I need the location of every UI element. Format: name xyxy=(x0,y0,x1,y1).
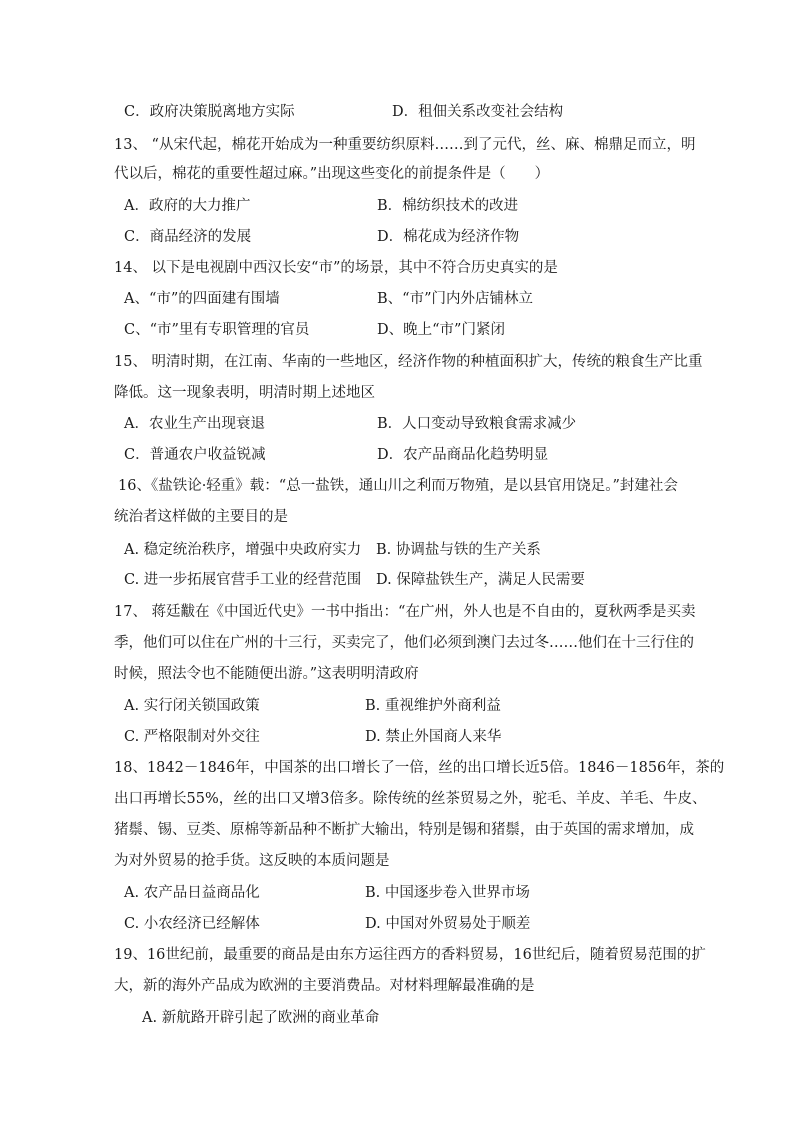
q15-stem-line-2: 降低。这一现象表明，明清时期上述地区 xyxy=(114,385,375,401)
q15-option-b: B．人口变动导致粮食需求减少 xyxy=(377,416,577,432)
q18-option-b: B. 中国逐步卷入世界市场 xyxy=(365,885,530,901)
q18-option-c: C. 小农经济已经解体 xyxy=(124,916,260,932)
q17-stem-line-2: 季，他们可以住在广州的十三行，买卖完了，他们必须到澳门去过冬……他们在十三行住的 xyxy=(114,635,694,651)
q13-stem-line-1: 13、 “从宋代起，棉花开始成为一种重要纺织原料……到了元代，丝、麻、棉鼎足而立，明 xyxy=(114,137,696,153)
q17-stem-line-1: 17、 蒋廷黻在《中国近代史》一书中指出：“在广州，外人也是不自由的，夏秋两季是买卖 xyxy=(114,604,696,620)
q12-option-c: C．政府决策脱离地方实际 xyxy=(124,104,295,120)
q18-option-a: A. 农产品日益商品化 xyxy=(124,885,260,901)
q18-stem-line-3: 猪鬃、锡、豆类、原棉等新品种不断扩大输出，特别是锡和猪鬃，由于英国的需求增加，成 xyxy=(114,822,694,838)
q17-option-b: B. 重视维护外商利益 xyxy=(365,698,501,714)
q18-stem-line-4: 为对外贸易的抢手货。这反映的本质问题是 xyxy=(114,853,390,869)
q17-option-c: C. 严格限制对外交往 xyxy=(124,729,260,745)
q13-option-a: A．政府的大力推广 xyxy=(124,198,251,214)
q14-option-d: D、晚上“市”门紧闭 xyxy=(377,322,505,338)
q16-option-b: B. 协调盐与铁的生产关系 xyxy=(376,542,541,558)
q17-stem-line-3: 时候，照法令也不能随便出游。”这表明明清政府 xyxy=(114,666,419,682)
q18-stem-line-1: 18、1842－1846年，中国茶的出口增长了一倍，丝的出口增长近5倍。1846－1856年，茶的 xyxy=(114,760,725,776)
q16-option-c: C. 进一步拓展官营手工业的经营范围 xyxy=(124,572,362,588)
q16-option-a: A. 稳定统治秩序，增强中央政府实力 xyxy=(124,542,362,558)
q16-option-d: D. 保障盐铁生产，满足人民需要 xyxy=(376,572,585,588)
q15-stem-line-1: 15、 明清时期，在江南、华南的一些地区，经济作物的种植面积扩大，传统的粮食生产比重 xyxy=(114,354,703,370)
q19-stem-line-2: 大，新的海外产品成为欧洲的主要消费品。对材料理解最准确的是 xyxy=(114,978,535,994)
q17-option-d: D. 禁止外国商人来华 xyxy=(365,729,502,745)
q19-stem-line-1: 19、16世纪前，最重要的商品是由东方运往西方的香料贸易，16世纪后，随着贸易范围的扩 xyxy=(114,947,706,963)
q17-option-a: A. 实行闭关锁国政策 xyxy=(124,698,260,714)
q13-option-c: C．商品经济的发展 xyxy=(124,229,252,245)
q14-option-b: B、“市”门内外店铺林立 xyxy=(377,291,533,307)
q13-stem-line-2: 代以后，棉花的重要性超过麻。”出现这些变化的前提条件是（ ） xyxy=(114,166,550,182)
q14-option-a: A、“市”的四面建有围墙 xyxy=(124,291,280,307)
q12-option-d: D．租佃关系改变社会结构 xyxy=(392,104,564,120)
q15-option-a: A．农业生产出现衰退 xyxy=(124,416,265,432)
q15-option-c: C．普通农户收益锐减 xyxy=(124,447,266,463)
q15-option-d: D．农产品商品化趋势明显 xyxy=(377,447,549,463)
q18-option-d: D. 中国对外贸易处于顺差 xyxy=(365,916,531,932)
q16-stem-line-1: 16、《盐铁论·轻重》载：“总一盐铁，通山川之利而万物殖，是以县官用饶足。”封建社会 xyxy=(118,478,678,494)
q14-stem-line-1: 14、 以下是电视剧中西汉长安“市”的场景，其中不符合历史真实的是 xyxy=(114,260,558,276)
q13-option-d: D．棉花成为经济作物 xyxy=(377,229,520,245)
q14-option-c: C、“市”里有专职管理的官员 xyxy=(124,322,310,338)
q16-stem-line-2: 统治者这样做的主要目的是 xyxy=(114,509,288,525)
q18-stem-line-2: 出口再增长55%，丝的出口又增3倍多。除传统的丝茶贸易之外，驼毛、羊皮、羊毛、牛皮、 xyxy=(114,791,707,807)
q19-option-a: A. 新航路开辟引起了欧洲的商业革命 xyxy=(142,1010,380,1026)
q13-option-b: B．棉纺织技术的改进 xyxy=(377,198,519,214)
